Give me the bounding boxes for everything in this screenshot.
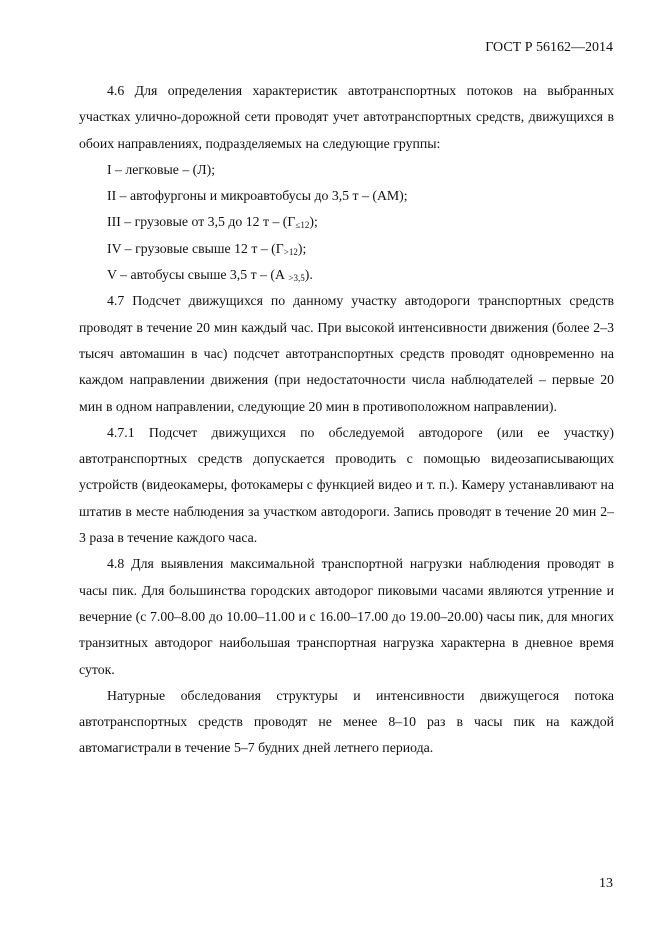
paragraph-4-6: 4.6 Для определения характеристик автотранспортных потоков на выбранных участках улично-дорожной сети проводят учет автотранспортных средств, движущихся в обоих направлениях, подразделяемых на следующие группы: — [79, 83, 614, 151]
paragraph-4-7-1: 4.7.1 Подсчет движущихся по обследуемой автодороге (или ее участку) автотранспортных средств допускается проводить с помощью видеозаписывающих устройств (видеокамеры, фотокамеры с функцией видео и т. п.). Камеру устанавливают на штатив в месте наблюдения за участком автодороги. Запись проводят в течение 20 мин 2–3 раза в течение каждого часа. — [79, 424, 614, 546]
paragraph-4-8: 4.8 Для выявления максимальной транспортной нагрузки наблюдения проводят в часы пик. Для большинства городских автодорог пиковыми часами являются утренние и вечерние (с 7.00–8.00 до 10.00–11.00 и с 16.00–17.00 до 19.00–20.00) часы пик, для многих транзитных автодорог наибольшая транспортная нагрузка характерна в дневное время суток. — [79, 556, 614, 677]
list-item-group-1: I – легковые – (Л); — [107, 161, 216, 177]
paragraph-4-7: 4.7 Подсчет движущихся по данному участку автодороги транспортных средств проводят в течение 20 мин каждый час. При высокой интенсивности движения (более 2–3 тысяч автомашин в час) подсчет автотранспортных средств проводят одновременно на каждом направлении движения (при недостаточности числа наблюдателей – первые 20 мин в одном направлении, следующие 20 мин в противоположном направлении). — [79, 293, 614, 414]
list-item-group-3: III – грузовые от 3,5 до 12 т – $(Г_{\le 12})$; — [107, 214, 318, 231]
list-item-group-5: V – автобусы свыше 3,5 т – (А $_{>3,5}$). — [107, 267, 313, 284]
paragraph-field-surveys: Натурные обследования структуры и интенсивности движущегося потока автотранспортных средств проводят не менее 8–10 раз в часы пик на каждой автомагистрали в течение 5–7 будних дней летнего периода. — [79, 687, 614, 756]
list-item-group-2: II – автофургоны и микроавтобусы до 3,5 т – (АМ); — [107, 188, 408, 204]
list-item-group-4: IV – грузовые свыше 12 т – $(Г_{>12})$; — [107, 240, 307, 257]
document-header: ГОСТ Р 56162—2014 — [485, 40, 613, 55]
page-number: 13 — [599, 876, 613, 891]
document-body — [79, 78, 614, 762]
